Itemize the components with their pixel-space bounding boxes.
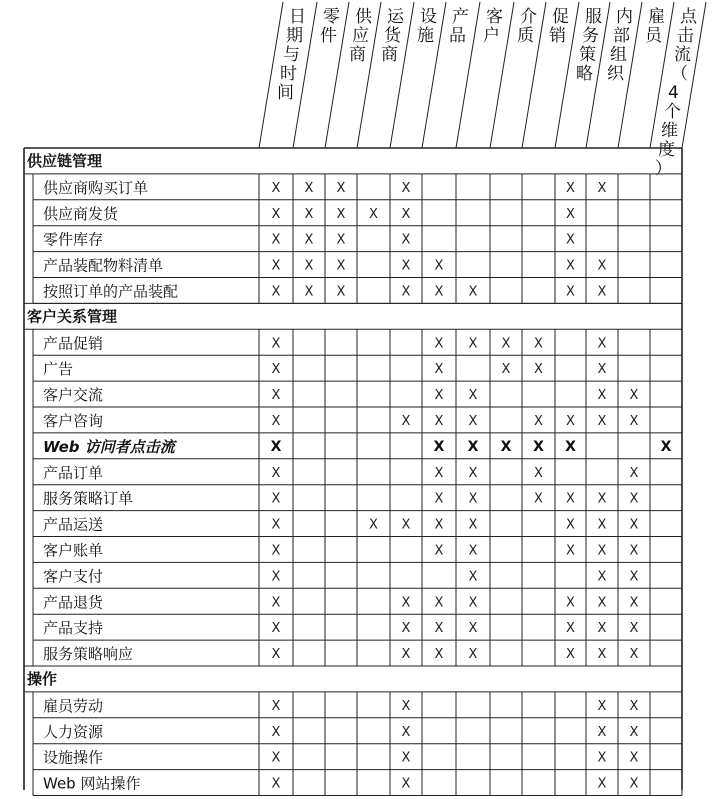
cell-mark: X [597,647,607,663]
table-frame [24,148,682,790]
cell-mark: X [401,776,411,792]
cell-mark: X [597,388,607,404]
column-header-char: 与 [283,45,300,65]
section-title: 操作 [27,670,58,688]
cell-mark: X [468,491,478,507]
cell-mark: X [597,750,607,766]
cell-mark: X [271,414,281,429]
section-title: 供应链管理 [27,152,103,170]
cell-mark: X [566,232,575,248]
cell-mark: X [304,284,314,300]
cell-mark: X [533,438,544,455]
cell-mark: X [597,362,607,378]
row-label: 服务策略订单 [43,489,134,508]
table-row [33,588,682,614]
cell-mark: X [336,284,346,300]
column-header-char: 员 [645,26,662,46]
cell-mark: X [434,543,444,559]
cell-mark: X [336,232,346,248]
cell-mark: X [597,491,607,507]
column-header-group [259,2,706,179]
cell-mark: X [468,465,478,481]
table-row [33,459,682,485]
column-header-char: 织 [607,64,624,84]
cell-mark: X [597,698,607,714]
cell-mark: X [629,414,639,429]
cell-mark: X [566,543,575,559]
cell-mark: X [401,750,411,766]
column-header-char: 雇 [648,7,665,27]
column-header-char: 户 [483,26,500,46]
cell-mark: X [565,438,576,455]
cell-mark: X [597,724,607,740]
row-label: 零件库存 [43,230,104,249]
column-header [517,7,537,46]
table-row [33,692,682,718]
column-header-char: 介 [520,7,537,27]
cell-mark: X [566,180,575,196]
table-row [33,329,682,355]
cell-mark: X [597,776,607,792]
row-label: 客户交流 [43,386,104,405]
cell-mark: X [468,621,478,637]
column-header-char: 质 [517,26,534,46]
cell-mark: X [566,647,575,663]
cell-mark: X [597,180,607,196]
cell-mark: X [434,517,444,533]
row-label: 供应商购买订单 [43,178,149,197]
cell-mark: X [566,258,575,274]
column-header-char: （ [671,64,688,84]
cell-mark: X [468,647,478,663]
cell-mark: X [629,465,639,481]
cell-mark: X [468,414,478,429]
table-row [33,640,682,666]
column-header-char: 施 [417,26,434,46]
row-label: 服务策略响应 [43,645,134,664]
cell-mark: X [566,414,575,429]
column-header-char: 个 [664,102,681,122]
table-row [33,407,682,433]
cell-mark: X [468,336,478,352]
cell-mark: X [433,438,445,455]
cell-mark: X [271,595,281,611]
column-header-char: 流 [674,45,691,65]
cell-mark: X [597,336,607,352]
row-label: 广告 [43,360,74,379]
column-header [349,7,373,65]
cell-mark: X [629,647,639,663]
cell-mark: X [401,414,411,429]
column-header-char: 部 [613,26,630,46]
cell-mark: X [271,232,281,248]
cell-mark: X [271,284,281,300]
cell-mark: X [500,438,512,455]
cell-mark: X [629,595,639,611]
cell-mark: X [468,284,478,300]
cell-mark: X [271,258,281,274]
cell-mark: X [434,621,444,637]
cell-mark: X [468,543,478,559]
table-row [33,174,682,200]
column-header-char: 服 [585,7,602,27]
cell-mark: X [401,595,411,611]
cell-mark: X [434,414,444,429]
cell-mark: X [271,465,281,481]
table-row [33,485,682,511]
cell-mark: X [468,517,478,533]
cell-mark: X [566,621,575,637]
cell-mark: X [401,698,411,714]
cell-mark: X [597,517,607,533]
cell-mark: X [501,336,511,352]
cell-mark: X [434,465,444,481]
cell-mark: X [629,517,639,533]
column-header-char: 零 [323,7,340,27]
row-label: 设施操作 [43,748,104,767]
column-header-char: 击 [677,26,694,46]
cell-mark: X [369,206,378,222]
row-label: Web 访问者点击流 [43,437,175,456]
column-header [449,7,469,46]
cell-mark: X [660,438,672,455]
table-row [33,744,682,770]
cell-mark: X [597,543,607,559]
cell-mark: X [304,180,314,196]
cell-mark: X [629,621,639,637]
table-row [33,537,682,563]
column-header-char: 期 [286,26,303,46]
column-header-char: 策 [579,45,596,65]
cell-mark: X [304,232,314,248]
cell-mark: X [271,362,281,378]
cell-mark: X [534,336,543,352]
cell-mark: X [629,776,639,792]
column-header-char: 货 [384,26,401,46]
cell-mark: X [534,414,543,429]
column-header-char: 商 [349,45,366,65]
column-header-char: 度 [658,140,675,160]
cell-mark: X [597,621,607,637]
table-row [33,252,682,278]
cell-mark: X [597,595,607,611]
cell-mark: X [401,284,411,300]
cell-mark: X [566,491,575,507]
cell-mark: X [401,206,411,222]
cell-mark: X [304,258,314,274]
column-header [381,7,405,65]
column-header [549,7,569,46]
row-label: 产品退货 [43,593,104,612]
cell-mark: X [566,595,575,611]
cell-mark: X [629,491,639,507]
cell-mark: X [434,258,444,274]
table-row [33,226,682,252]
cell-mark: X [597,284,607,300]
section-header-row [24,303,682,329]
column-header-char: 促 [552,7,569,27]
cell-mark: X [629,543,639,559]
row-label: 产品运送 [43,515,104,534]
cell-mark: X [566,284,575,300]
cell-mark: X [629,698,639,714]
cell-mark: X [434,491,444,507]
cell-mark: X [534,465,543,481]
cell-mark: X [336,258,346,274]
cell-mark: X [369,517,378,533]
cell-mark: X [270,438,282,455]
cell-mark: X [401,724,411,740]
row-label: 产品支持 [43,619,104,638]
cell-mark: X [271,724,281,740]
cell-mark: X [534,362,543,378]
cell-mark: X [336,180,346,196]
cell-mark: X [401,180,411,196]
table-row [33,278,682,304]
column-header-char: 品 [449,26,466,46]
cell-mark: X [271,621,281,637]
cell-mark: X [271,206,281,222]
column-header-char: 间 [277,83,294,103]
table-row [33,614,682,640]
row-label: Web 网站操作 [43,774,141,793]
column-header-char: 点 [680,7,697,27]
cell-mark: X [434,388,444,404]
section-title: 客户关系管理 [27,307,118,326]
cell-mark: X [629,724,639,740]
column-header [607,7,633,84]
cell-mark: X [629,388,639,404]
table-row [33,718,682,744]
cell-mark: X [271,180,281,196]
row-label: 客户咨询 [43,412,104,430]
cell-mark: X [401,232,411,248]
row-label: 产品订单 [43,463,104,482]
cell-mark: X [597,569,607,585]
section-header-row [24,666,682,692]
column-header-char: 设 [420,7,437,27]
column-header [320,7,340,46]
row-label: 人力资源 [43,722,104,741]
cell-mark: X [629,569,639,585]
row-label: 供应商发货 [43,204,119,223]
cell-mark: X [401,258,411,274]
cell-mark: X [271,776,281,792]
cell-mark: X [534,491,543,507]
column-header-char: 客 [486,7,503,27]
row-label: 产品促销 [43,334,104,353]
table-row [33,770,682,796]
column-header-char: 商 [381,45,398,65]
column-header-char: 组 [610,45,627,65]
column-header-char: 产 [452,7,469,27]
cell-mark: X [597,258,607,274]
cell-mark: X [434,647,444,663]
cell-mark: X [271,647,281,663]
cell-mark: X [401,647,411,663]
column-header [645,7,665,46]
row-label: 按照订单的产品装配 [43,282,179,301]
column-header [483,7,503,46]
row-label: 雇员劳动 [43,696,104,715]
column-header-char: 日 [289,7,306,27]
cell-mark: X [501,362,511,378]
cell-mark: X [271,491,281,507]
cell-mark: X [401,621,411,637]
column-header-char: 略 [576,64,593,84]
cell-mark: X [597,414,607,429]
cell-mark: X [468,595,478,611]
column-header-char: 维 [661,121,678,141]
column-header-char: ） [655,159,672,179]
cell-mark: X [434,336,444,352]
column-header-char: 应 [352,26,369,46]
cell-mark: X [401,517,411,533]
row-label: 产品装配物料清单 [43,256,164,275]
column-header-char: 4 [668,83,679,103]
row-label: 客户账单 [43,541,104,560]
cell-mark: X [566,206,575,222]
table-row [33,511,682,537]
cell-mark: X [434,362,444,378]
cell-mark: X [434,284,444,300]
cell-mark: X [304,206,314,222]
column-header-char: 务 [582,26,599,46]
cell-mark: X [271,569,281,585]
column-header-char: 供 [355,7,372,27]
cell-mark: X [468,388,478,404]
cell-mark: X [566,517,575,533]
cell-mark: X [271,698,281,714]
row-label: 客户支付 [43,567,104,586]
table-row [33,562,682,588]
cell-mark: X [271,517,281,533]
cell-mark: X [271,336,281,352]
cell-mark: X [271,750,281,766]
table-row [33,200,682,226]
column-header-char: 销 [549,26,566,46]
table-row [33,381,682,407]
cell-mark: X [336,206,346,222]
table-row [33,355,682,381]
column-header-char: 内 [616,7,633,27]
column-header-char: 运 [387,7,404,27]
cell-mark: X [271,388,281,404]
cell-mark: X [467,438,479,455]
cell-mark: X [434,595,444,611]
cell-mark: X [629,750,639,766]
column-header [417,7,437,46]
column-header [277,7,306,103]
cell-mark: X [271,543,281,559]
table-row [33,433,682,459]
column-header-char: 件 [320,26,337,46]
column-header-char: 时 [280,64,297,84]
cell-mark: X [468,569,478,585]
section-header-row [24,148,682,174]
